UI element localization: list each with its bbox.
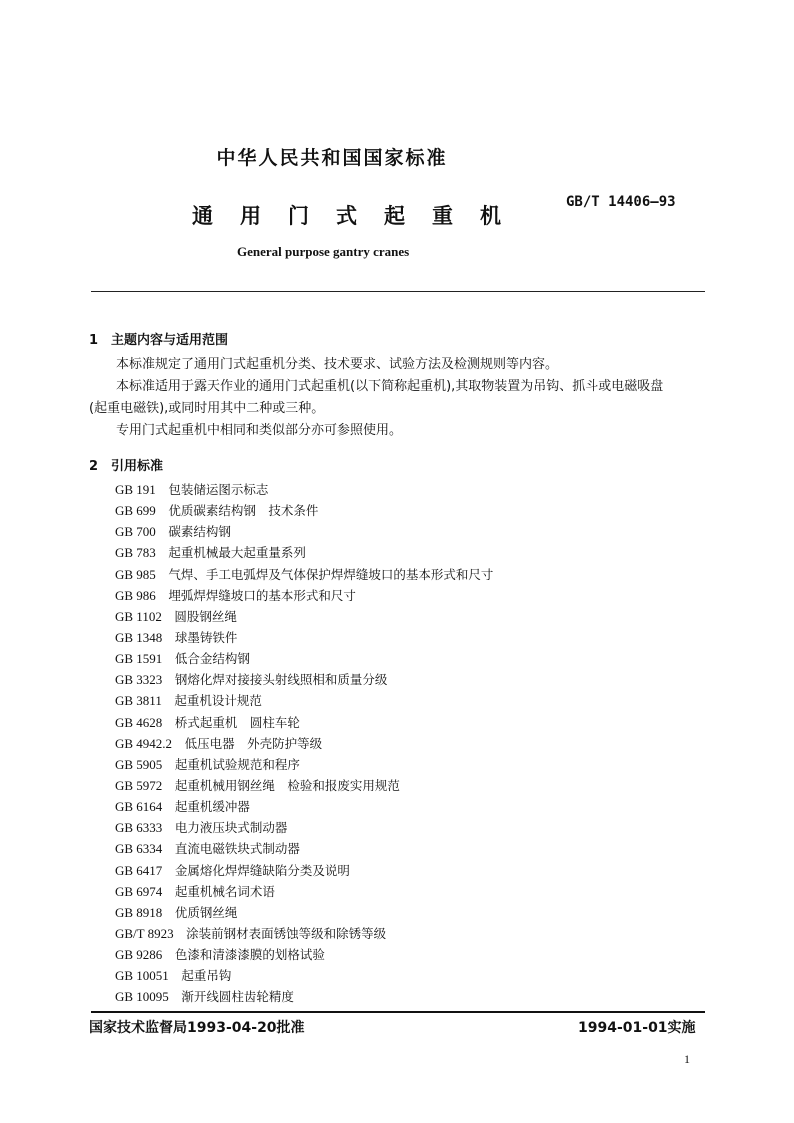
footer-divider [91, 1011, 705, 1013]
reference-title: 包装储运图示标志 [168, 482, 269, 497]
reference-code: GB 8918 [115, 904, 163, 920]
reference-item [115, 564, 675, 585]
page-number: 1 [684, 1052, 690, 1066]
reference-title: 电力液压块式制动器 [174, 820, 288, 836]
reference-title: 起重机设计规范 [174, 693, 262, 709]
reference-item [115, 881, 675, 902]
reference-item [115, 627, 675, 648]
reference-item [115, 733, 675, 754]
reference-gap [162, 947, 175, 962]
reference-gap [162, 630, 175, 645]
reference-code: GB 6333 [115, 820, 163, 836]
reference-gap [156, 588, 169, 603]
reference-title: 色漆和清漆漆膜的划格试验 [174, 947, 325, 963]
reference-code: GB 1348 [115, 629, 163, 645]
reference-gap [162, 672, 175, 687]
reference-title: 优质钢丝绳 [174, 904, 238, 920]
reference-item [115, 754, 675, 775]
reference-code: GB 5905 [115, 756, 163, 772]
paragraph: 本标准适用于露天作业的通用门式起重机(以下简称起重机),其取物装置为吊钩、抓斗或电磁吸盘 [116, 379, 664, 394]
paragraph-continuation: (起重电磁铁),或同时用其中二种或三种。 [89, 401, 325, 416]
section-title: 引用标准 [111, 459, 164, 474]
reference-gap [169, 968, 182, 983]
reference-list [115, 479, 675, 1008]
reference-code: GB 1102 [115, 608, 162, 624]
reference-code: GB 6164 [115, 799, 163, 815]
reference-title: 起重机械用钢丝绳 检验和报废实用规范 [174, 777, 400, 793]
reference-item [115, 838, 675, 859]
reference-gap [162, 799, 175, 814]
reference-code: GB 985 [115, 566, 156, 582]
reference-item [115, 500, 675, 521]
reference-gap [156, 567, 169, 582]
implementation-line: 1994-01-01实施 [578, 1020, 696, 1036]
reference-code: GB 3811 [115, 693, 162, 709]
reference-gap [174, 926, 187, 941]
reference-gap [156, 545, 169, 560]
reference-title: 起重机缓冲器 [174, 799, 250, 815]
reference-title: 桥式起重机 圆柱车轮 [174, 714, 300, 730]
reference-gap [172, 736, 185, 751]
reference-gap [162, 693, 175, 708]
reference-code: GB 4942.2 [115, 735, 173, 751]
reference-code: GB 4628 [115, 714, 163, 730]
reference-title: 圆股钢丝绳 [174, 608, 237, 624]
reference-item [115, 902, 675, 923]
reference-gap [156, 524, 169, 539]
reference-title: 渐开线圆柱齿轮精度 [181, 989, 294, 1005]
reference-item [115, 944, 675, 965]
reference-item [115, 542, 675, 563]
reference-gap [162, 863, 175, 878]
section-title: 主题内容与适用范围 [111, 333, 229, 348]
reference-item [115, 669, 675, 690]
approval-line: 国家技术监督局1993-04-20批准 [89, 1020, 305, 1036]
national-standard-header: 中华人民共和国国家标准 [216, 147, 448, 169]
reference-title: 涂装前钢材表面锈蚀等级和除锈等级 [186, 925, 387, 941]
reference-code: GB 700 [115, 524, 156, 540]
reference-item [115, 986, 675, 1007]
section-2-heading [89, 455, 163, 474]
reference-item [115, 479, 675, 500]
paragraph: 专用门式起重机中相同和类似部分亦可参照使用。 [116, 423, 403, 438]
reference-code: GB 6334 [115, 841, 163, 857]
reference-gap [162, 715, 175, 730]
reference-title: 起重机械最大起重量系列 [168, 545, 306, 561]
reference-gap [156, 503, 169, 518]
reference-item [115, 775, 675, 796]
reference-item [115, 690, 675, 711]
reference-item [115, 923, 675, 944]
section-number: 2 [89, 459, 99, 474]
reference-item [115, 796, 675, 817]
reference-gap [162, 820, 175, 835]
reference-gap [162, 609, 175, 624]
reference-title: 碳素结构钢 [168, 524, 231, 540]
reference-code: GB 10095 [115, 989, 169, 1005]
reference-title: 气焊、手工电弧焊及气体保护焊焊缝坡口的基本形式和尺寸 [168, 566, 494, 582]
reference-gap [162, 778, 175, 793]
paragraph: 本标准规定了通用门式起重机分类、技术要求、试验方法及检测规则等内容。 [116, 357, 559, 372]
reference-title: 埋弧焊焊缝坡口的基本形式和尺寸 [168, 587, 356, 603]
reference-title: 起重机试验规范和程序 [174, 756, 300, 772]
header-divider [91, 291, 705, 292]
reference-code: GB 10051 [115, 968, 169, 984]
document-title: 通用门式起重机 [192, 204, 528, 228]
reference-gap [162, 884, 175, 899]
reference-title: 起重机械名词术语 [174, 883, 275, 899]
reference-code: GB 6417 [115, 862, 163, 878]
reference-title: 金属熔化焊焊缝缺陷分类及说明 [174, 862, 350, 878]
reference-title: 起重吊钩 [181, 968, 232, 984]
reference-item [115, 712, 675, 733]
reference-gap [169, 989, 182, 1004]
reference-code: GB 6974 [115, 883, 163, 899]
section-1-heading [89, 329, 228, 348]
reference-gap [162, 757, 175, 772]
reference-code: GB 191 [115, 482, 156, 497]
reference-title: 直流电磁铁块式制动器 [174, 841, 300, 857]
standard-code: GB/T 14406—93 [566, 194, 676, 210]
reference-item [115, 585, 675, 606]
reference-code: GB 1591 [115, 651, 163, 667]
reference-code: GB 986 [115, 587, 156, 603]
reference-gap [162, 841, 175, 856]
reference-title: 低压电器 外壳防护等级 [184, 735, 323, 751]
reference-code: GB 699 [115, 503, 156, 519]
reference-title: 优质碳素结构钢 技术条件 [168, 503, 319, 519]
english-title: General purpose gantry cranes [237, 244, 410, 259]
reference-code: GB 3323 [115, 672, 163, 688]
reference-item [115, 860, 675, 881]
reference-item [115, 817, 675, 838]
reference-title: 低合金结构钢 [174, 651, 250, 667]
reference-code: GB 783 [115, 545, 156, 561]
reference-title: 钢熔化焊对接接头射线照相和质量分级 [174, 672, 388, 688]
section-number: 1 [89, 333, 99, 348]
reference-item [115, 965, 675, 986]
reference-item [115, 648, 675, 669]
reference-item [115, 521, 675, 542]
reference-title: 球墨铸铁件 [174, 629, 238, 645]
reference-gap [162, 651, 175, 666]
reference-code: GB/T 8923 [115, 925, 174, 941]
reference-code: GB 5972 [115, 777, 163, 793]
reference-item [115, 606, 675, 627]
reference-gap [156, 482, 169, 497]
reference-code: GB 9286 [115, 947, 163, 963]
reference-gap [162, 905, 175, 920]
